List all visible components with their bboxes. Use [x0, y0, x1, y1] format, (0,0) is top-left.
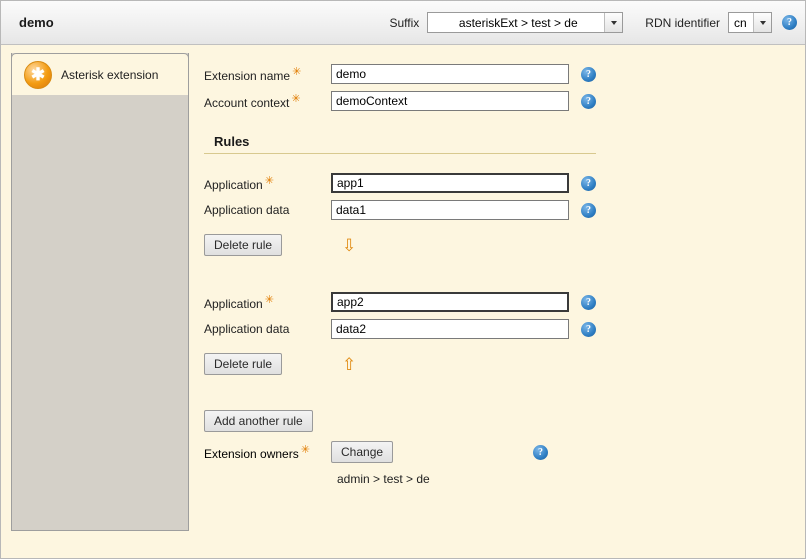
suffix-label: Suffix: [389, 15, 420, 30]
help-icon[interactable]: ?: [581, 322, 596, 337]
chevron-down-icon[interactable]: [753, 13, 771, 32]
account-context-row: [204, 90, 794, 112]
delete-rule-button[interactable]: Delete rule: [204, 234, 282, 256]
application-row: [204, 291, 794, 313]
application-data-input[interactable]: [331, 319, 569, 339]
help-icon[interactable]: ?: [581, 176, 596, 191]
application-input[interactable]: [331, 173, 569, 193]
rules-section-title: Rules: [204, 134, 596, 154]
application-data-row: [204, 318, 794, 340]
application-label: Application ✳: [204, 294, 274, 311]
sidebar-item-label: Asterisk extension: [61, 67, 159, 82]
required-marker: ✳: [291, 93, 301, 105]
required-marker: ✳: [264, 294, 274, 306]
asterisk-icon: ✱: [24, 61, 52, 89]
move-up-icon[interactable]: ⇧: [342, 354, 357, 374]
rdn-selected-value: cn: [734, 15, 747, 30]
rule-actions: [204, 352, 794, 376]
rule-actions: [204, 233, 794, 257]
suffix-select[interactable]: [427, 12, 623, 33]
application-data-label: Application data: [204, 203, 290, 217]
help-icon[interactable]: ?: [533, 445, 548, 460]
extension-name-label: Extension name ✳: [204, 66, 302, 83]
header-controls: [390, 12, 806, 33]
move-down-icon[interactable]: ⇩: [342, 235, 357, 255]
sidebar-panel: [11, 53, 189, 531]
help-icon[interactable]: ?: [581, 94, 596, 109]
delete-rule-button[interactable]: Delete rule: [204, 353, 282, 375]
chevron-down-icon[interactable]: [604, 13, 622, 32]
required-marker: ✳: [264, 175, 274, 187]
sidebar-item-asterisk-extension[interactable]: [11, 53, 189, 95]
main-form: [204, 63, 794, 486]
suffix-selected-value: asteriskExt > test > de: [458, 15, 578, 30]
help-icon[interactable]: ?: [581, 67, 596, 82]
application-data-input[interactable]: [331, 200, 569, 220]
rdn-identifier-label: RDN identifier: [645, 15, 720, 30]
application-row: [204, 172, 794, 194]
account-context-label: Account context ✳: [204, 93, 301, 110]
required-marker: ✳: [292, 66, 302, 78]
rdn-identifier-select[interactable]: [728, 12, 772, 33]
help-icon[interactable]: ?: [581, 203, 596, 218]
account-context-input[interactable]: [331, 91, 569, 111]
rule-block: [204, 291, 794, 376]
application-data-row: [204, 199, 794, 221]
extension-name-input[interactable]: [331, 64, 569, 84]
rule-separator: [204, 257, 794, 291]
add-another-rule-button[interactable]: Add another rule: [204, 410, 313, 432]
extension-name-row: [204, 63, 794, 85]
extension-owners-row: [204, 440, 794, 464]
application-input[interactable]: [331, 292, 569, 312]
extension-owner-value: admin > test > de: [337, 472, 430, 486]
add-rule-row: [204, 410, 794, 432]
required-marker: ✳: [300, 444, 310, 456]
help-icon[interactable]: ?: [782, 15, 797, 30]
application-data-label: Application data: [204, 322, 290, 336]
rules-section-header: [204, 134, 596, 154]
extension-owners-label: Extension owners ✳: [204, 444, 310, 461]
change-owners-button[interactable]: Change: [331, 441, 393, 463]
rule-block: [204, 172, 794, 257]
rules-bottom-spacer: [204, 376, 794, 410]
window-header: [1, 1, 806, 45]
help-icon[interactable]: ?: [581, 295, 596, 310]
application-label: Application ✳: [204, 175, 274, 192]
page-title: demo: [19, 15, 54, 30]
